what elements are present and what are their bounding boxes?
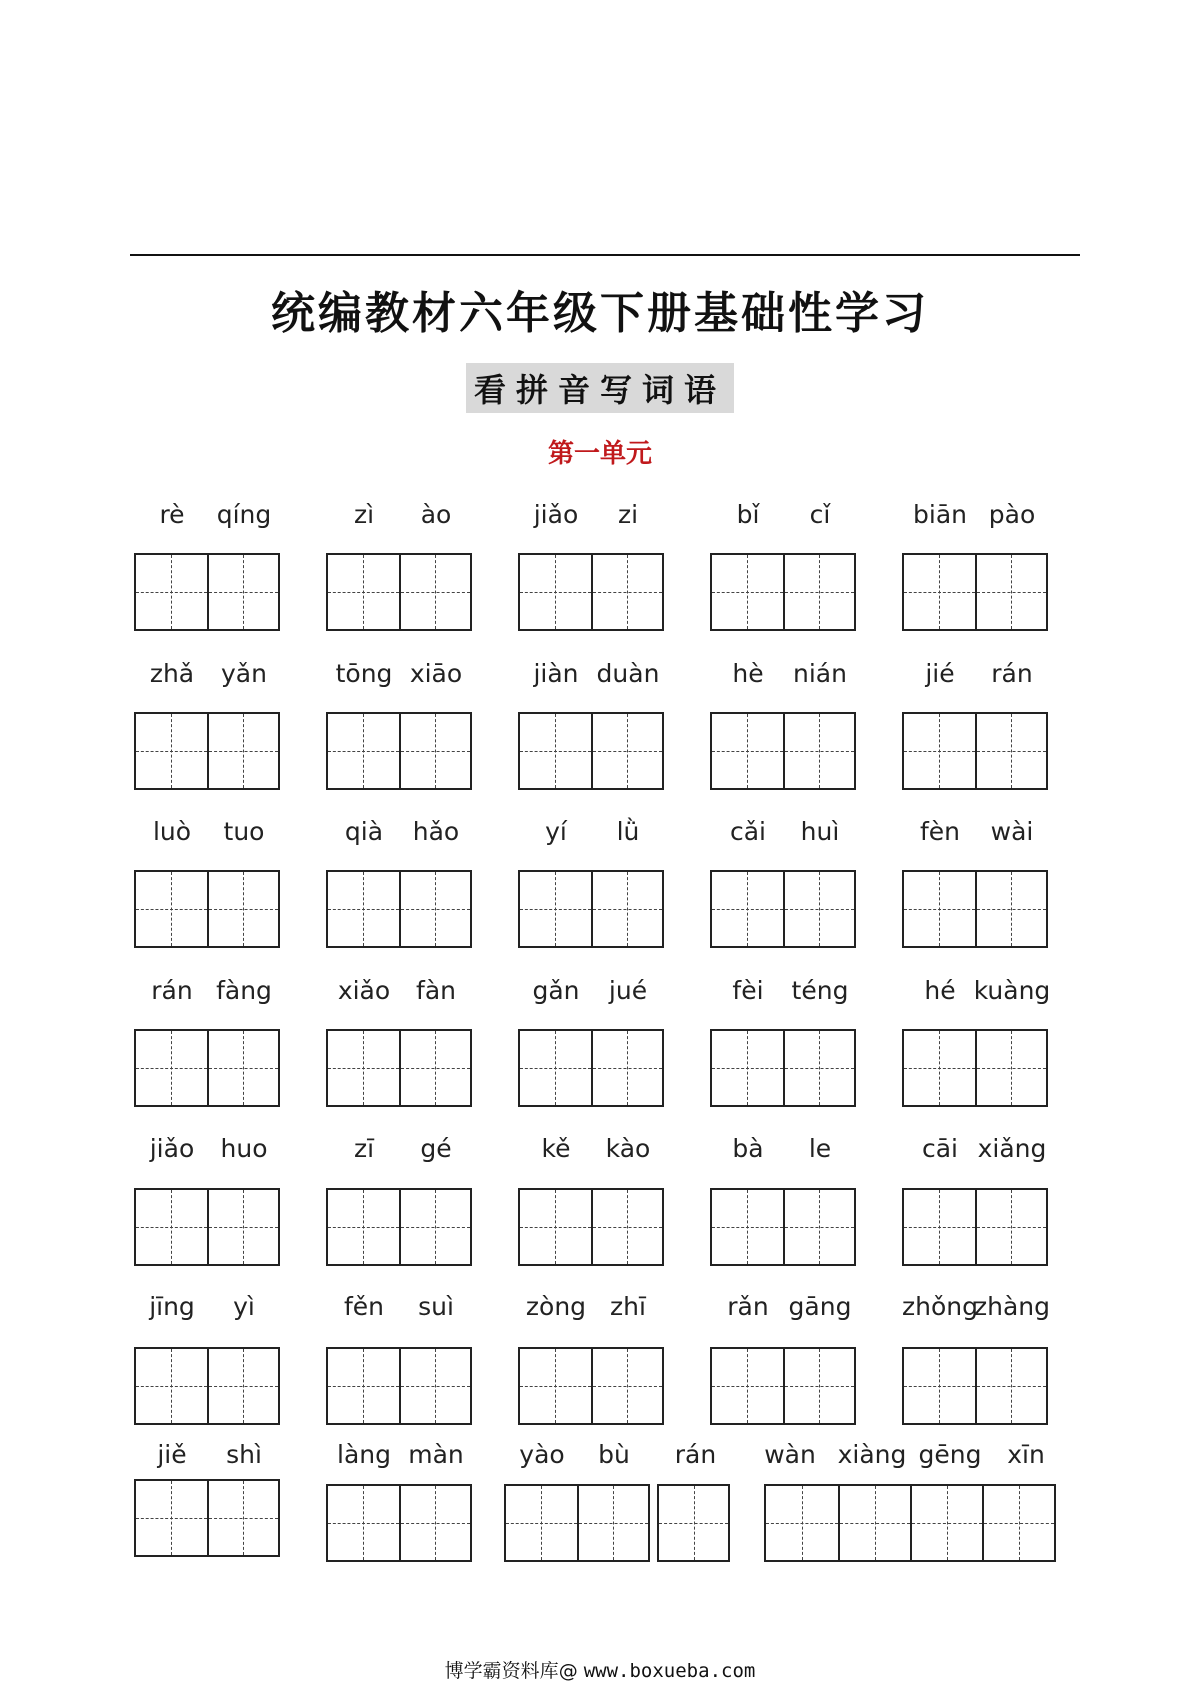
writing-grid [518,1029,664,1107]
writing-cell[interactable] [207,1190,278,1264]
pinyin-label: jīng [149,1292,195,1321]
pinyin-label: luò [152,817,192,846]
pinyin-label: jiàn [533,659,579,688]
writing-grid [134,712,280,790]
writing-cell[interactable] [136,1031,207,1105]
pinyin-label: yì [233,1292,255,1321]
pinyin-label: rán [151,976,193,1005]
pinyin-label: biān [913,500,967,529]
writing-cell[interactable] [520,1349,591,1423]
footer-at: @ [558,1660,578,1682]
writing-grid [504,1484,650,1562]
writing-grid [902,1347,1048,1425]
writing-cell[interactable] [975,1190,1046,1264]
writing-grid [518,712,664,790]
writing-grid [710,1029,856,1107]
writing-grid [710,553,856,631]
writing-cell[interactable] [136,714,207,788]
writing-cell[interactable] [136,1190,207,1264]
pinyin-label: kào [605,1134,651,1163]
pinyin-label: xīn [1007,1440,1045,1469]
writing-cell[interactable] [910,1486,982,1560]
pinyin-label: kuàng [973,976,1051,1005]
writing-cell[interactable] [207,1481,278,1555]
pinyin-label: duàn [596,659,660,688]
pinyin-label: fèn [919,817,961,846]
writing-cell[interactable] [399,555,470,629]
writing-cell[interactable] [207,714,278,788]
writing-cell[interactable] [975,555,1046,629]
writing-cell[interactable] [399,1486,470,1560]
pinyin-label: kě [541,1134,571,1163]
writing-grid [710,1188,856,1266]
writing-cell[interactable] [399,1190,470,1264]
pinyin-label: lǜ [616,817,640,846]
writing-cell[interactable] [783,1190,854,1264]
pinyin-label: jiǎo [149,1134,195,1163]
pinyin-label: wàn [764,1440,816,1469]
subtitle-wrapper [0,363,1200,413]
pinyin-label: jiǎo [533,500,579,529]
writing-grid [134,1479,280,1557]
pinyin-label: zi [617,500,639,529]
pinyin-label: xiàng [837,1440,907,1469]
pinyin-label: fàng [216,976,272,1005]
writing-cell[interactable] [591,714,662,788]
writing-grid [518,553,664,631]
pinyin-label: zhǒng [902,1292,978,1321]
pinyin-label: fèi [732,976,764,1005]
writing-cell[interactable] [207,555,278,629]
pinyin-label: hǎo [412,817,460,846]
pinyin-label: rǎn [727,1292,769,1321]
writing-grid [326,553,472,631]
pinyin-label: zòng [525,1292,587,1321]
writing-cell[interactable] [399,1031,470,1105]
pinyin-label: xiǎo [337,976,391,1005]
pinyin-label: zī [353,1134,375,1163]
pinyin-label: qià [344,817,384,846]
unit-heading: 第一单元 [547,439,652,469]
writing-cell[interactable] [904,714,975,788]
writing-cell[interactable] [591,872,662,946]
pinyin-label: suì [418,1292,454,1321]
writing-grid [764,1484,1056,1562]
writing-cell[interactable] [520,555,591,629]
writing-cell[interactable] [328,555,399,629]
writing-grid [902,1188,1048,1266]
pinyin-label: zhàng [973,1292,1050,1321]
pinyin-label: gé [420,1134,452,1163]
pinyin-label: gǎn [532,976,580,1005]
pinyin-label: téng [791,976,849,1005]
writing-cell[interactable] [328,1486,399,1560]
writing-cell[interactable] [904,872,975,946]
writing-grid [326,1029,472,1107]
writing-cell[interactable] [975,872,1046,946]
writing-cell[interactable] [399,714,470,788]
writing-cell[interactable] [712,1031,783,1105]
top-rule [130,254,1080,256]
writing-cell[interactable] [712,1349,783,1423]
writing-cell[interactable] [982,1486,1054,1560]
writing-cell[interactable] [328,1190,399,1264]
writing-cell[interactable] [904,1190,975,1264]
pinyin-label: zì [353,500,375,529]
writing-cell[interactable] [207,872,278,946]
pinyin-label: hè [732,659,764,688]
writing-grid [902,870,1048,948]
pinyin-label: yí [545,817,567,846]
writing-grid [326,712,472,790]
pinyin-label: rán [991,659,1033,688]
writing-grid [518,1188,664,1266]
writing-grid [326,1188,472,1266]
pinyin-label: pào [988,500,1036,529]
writing-grid [710,870,856,948]
pinyin-label: jié [925,659,955,688]
writing-grid [326,1347,472,1425]
writing-cell[interactable] [136,555,207,629]
pinyin-label: bǐ [736,500,760,529]
writing-cell[interactable] [399,1349,470,1423]
pinyin-label: bù [598,1440,630,1469]
writing-cell[interactable] [399,872,470,946]
page-title: 统编教材六年级下册基础性学习 [271,288,929,339]
writing-cell[interactable] [712,872,783,946]
writing-grid [134,870,280,948]
pinyin-label: zhī [610,1292,646,1321]
pinyin-label: huì [800,817,840,846]
writing-cell[interactable] [712,714,783,788]
pinyin-label: fàn [416,976,456,1005]
writing-cell[interactable] [520,1031,591,1105]
pinyin-label: yào [519,1440,565,1469]
footer [0,1656,1200,1683]
pinyin-label: rán [674,1440,717,1469]
writing-cell[interactable] [328,1349,399,1423]
writing-cell[interactable] [328,1031,399,1105]
pinyin-label: màn [408,1440,464,1469]
writing-grid [326,1484,472,1562]
pinyin-label: bà [732,1134,764,1163]
writing-cell[interactable] [591,1031,662,1105]
writing-cell[interactable] [207,1349,278,1423]
writing-cell[interactable] [838,1486,910,1560]
writing-cell[interactable] [506,1486,577,1560]
writing-cell[interactable] [520,872,591,946]
pinyin-label: xiǎng [977,1134,1047,1163]
writing-grid [134,1029,280,1107]
writing-grid [326,870,472,948]
writing-cell[interactable] [520,714,591,788]
writing-cell[interactable] [975,1031,1046,1105]
writing-cell[interactable] [904,555,975,629]
pinyin-label: ào [420,500,452,529]
writing-cell[interactable] [591,1190,662,1264]
writing-grid [134,1347,280,1425]
pinyin-label: cǎi [729,817,766,846]
pinyin-label: shì [226,1440,262,1469]
writing-grid [134,1188,280,1266]
writing-grid [518,870,664,948]
pinyin-label: gāng [788,1292,852,1321]
writing-cell[interactable] [783,872,854,946]
writing-cell[interactable] [328,872,399,946]
writing-cell[interactable] [783,555,854,629]
pinyin-label: làng [337,1440,391,1469]
writing-cell[interactable] [591,1349,662,1423]
writing-cell[interactable] [712,1190,783,1264]
writing-cell[interactable] [712,555,783,629]
writing-grid [902,712,1048,790]
writing-cell[interactable] [136,872,207,946]
writing-grid [902,1029,1048,1107]
writing-cell[interactable] [136,1481,207,1555]
writing-grid [518,1347,664,1425]
pinyin-label: tuo [223,817,265,846]
writing-grid [134,553,280,631]
section-subtitle: 看拼音写词语 [466,363,734,413]
writing-cell[interactable] [783,714,854,788]
pinyin-label: fěn [343,1292,385,1321]
pinyin-label: gēng [918,1440,982,1469]
pinyin-label: qíng [216,500,272,529]
writing-grid [710,712,856,790]
writing-cell[interactable] [766,1486,838,1560]
writing-grid [710,1347,856,1425]
writing-cell[interactable] [783,1349,854,1423]
pinyin-label: cǐ [809,500,831,529]
pinyin-label: xiāo [409,659,463,688]
writing-cell[interactable] [520,1190,591,1264]
pinyin-label: zhǎ [149,659,195,688]
writing-cell[interactable] [136,1349,207,1423]
writing-grid [902,553,1048,631]
writing-cell[interactable] [904,1031,975,1105]
writing-cell[interactable] [975,1349,1046,1423]
writing-cell[interactable] [577,1486,648,1560]
pinyin-label: nián [793,659,847,688]
pinyin-label: huo [220,1134,268,1163]
pinyin-label: le [808,1134,832,1163]
writing-cell[interactable] [659,1486,728,1560]
pinyin-label: jué [608,976,648,1005]
pinyin-label: hé [924,976,956,1005]
writing-cell[interactable] [591,555,662,629]
pinyin-label: rè [159,500,185,529]
writing-cell[interactable] [904,1349,975,1423]
writing-cell[interactable] [207,1031,278,1105]
footer-site-name: 博学霸资料库 [444,1660,559,1682]
footer-url: www.boxueba.com [583,1660,756,1682]
writing-cell[interactable] [328,714,399,788]
pinyin-label: cāi [921,1134,958,1163]
writing-cell[interactable] [783,1031,854,1105]
pinyin-label: jiě [157,1440,187,1469]
pinyin-label: wài [990,817,1034,846]
pinyin-label: yǎn [221,659,267,688]
pinyin-label: tōng [335,659,393,688]
writing-grid [657,1484,730,1562]
writing-cell[interactable] [975,714,1046,788]
